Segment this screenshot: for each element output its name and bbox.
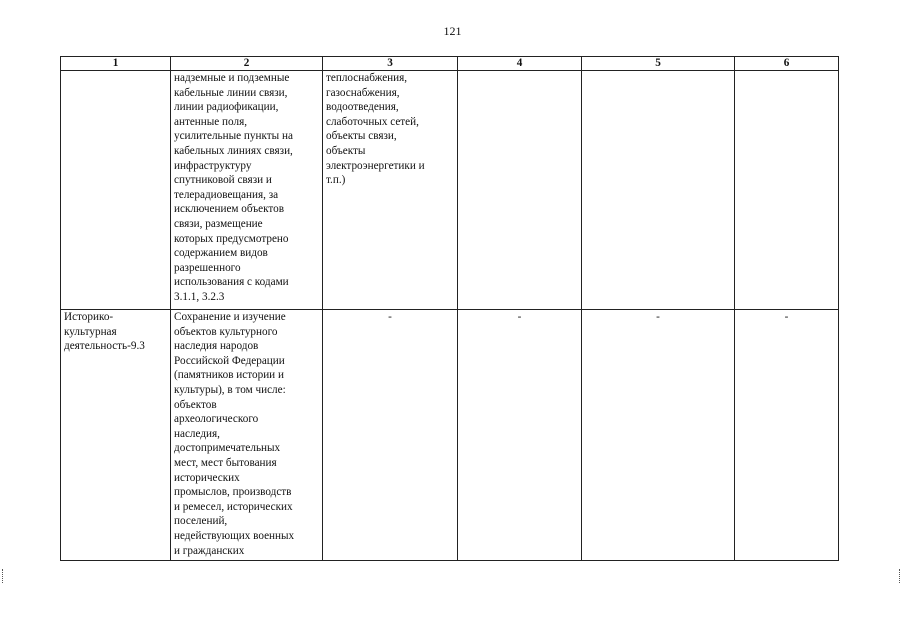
table-cell [171, 310, 323, 561]
column-header-4: 4 [458, 57, 582, 71]
column-header-5: 5 [582, 57, 735, 71]
cell-text: - [656, 311, 660, 323]
column-header-6: 6 [735, 57, 839, 71]
table-cell [735, 310, 839, 561]
regulation-table [60, 56, 839, 561]
cell-text: теплоснабжения, газоснабжения, водоотведения, слаботочных сетей, объекты связи, объекты электроэнергетики и т.п.) [326, 72, 425, 187]
cell-text: Сохранение и изучение объектов культурного наследия народов Российской Федерации (памятников истории и культуры), в том числе: объектов археологического наследия, достопримечательных мест, мест бытования исторических промыслов, производств и ремесел, исторических поселений, недействующих военных и гражданских [174, 311, 295, 557]
table-cell [61, 71, 171, 310]
page-number: 121 [443, 24, 462, 38]
table-cell [458, 310, 582, 561]
left-edge-mark [2, 569, 5, 583]
table-cell [171, 71, 323, 310]
column-header-3: 3 [323, 57, 458, 71]
cell-text: надземные и подземные кабельные линии связи, линии радиофикации, антенные поля, усилительные пункты на кабельных линиях связи, инфраструктуру спутниковой связи и телерадиовещания, за исключением объектов связи, размещение которых предусмотрено содержанием видов разрешенного использования с кодами 3.1.1, 3.2.3 [174, 72, 293, 303]
table-cell [323, 71, 458, 310]
column-header-2: 2 [171, 57, 323, 71]
table-cell [323, 310, 458, 561]
table-row [61, 71, 839, 310]
table-cell [582, 71, 735, 310]
table-row [61, 310, 839, 561]
table-cell [582, 310, 735, 561]
right-edge-mark [899, 569, 902, 583]
table-cell [458, 71, 582, 310]
cell-text: - [784, 311, 789, 323]
column-header-1: 1 [61, 57, 171, 71]
cell-text: - [388, 311, 392, 323]
cell-text: Историко- культурная деятельность-9.3 [64, 311, 145, 353]
table-header-row [61, 57, 839, 71]
table-cell [61, 310, 171, 561]
cell-text: - [517, 311, 522, 323]
table-cell [735, 71, 839, 310]
